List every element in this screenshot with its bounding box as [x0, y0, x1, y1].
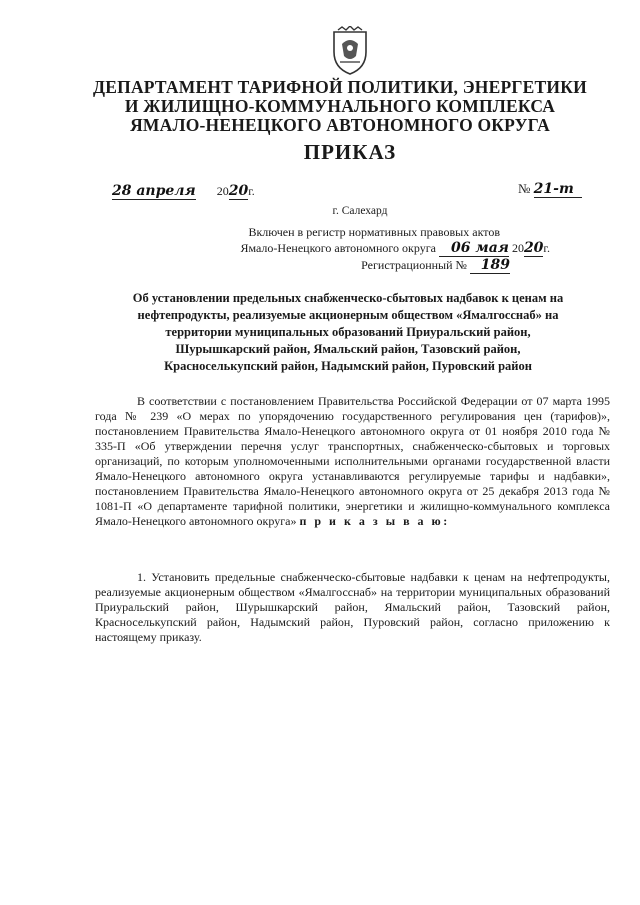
subject-line-2: нефтепродукты, реализуемые акционерным обществом «Ямалгосснаб» на [137, 308, 559, 322]
register-line-3-prefix: Регистрационный № [361, 258, 467, 272]
order-date-year-prefix: 20 [216, 184, 229, 198]
coat-of-arms-emblem-icon [328, 26, 372, 76]
order-number [518, 181, 582, 198]
order-keyword: п р и к а з ы в а ю: [299, 514, 450, 528]
city: г. Салехард [332, 205, 388, 217]
subject-line-4: Шурышкарский район, Ямальский район, Тазовский район, [175, 342, 521, 356]
order-date [112, 183, 255, 199]
order-date-tail: г. [248, 184, 255, 198]
register-line-1: Включен в регистр нормативных правовых актов [248, 225, 500, 239]
register-stamp [150, 224, 610, 274]
register-line-3 [150, 257, 550, 274]
subject-line-1: Об установлении предельных снабженческо-сбытовых надбавок к ценам на [132, 291, 564, 305]
department-line-3: ЯМАЛО-НЕНЕЦКОГО АВТОНОМНОГО ОКРУГА [130, 115, 550, 135]
department-line-1: ДЕПАРТАМЕНТ ТАРИФНОЙ ПОЛИТИКИ, ЭНЕРГЕТИКИ [93, 77, 587, 97]
register-line-2 [150, 240, 550, 257]
clause-1-paragraph: 1. Установить предельные снабженческо-сбытовые надбавки к ценам на нефтепродукты, реализуемые акционерным обществом «Ямалгосснаб» на территории муниципальных образований Приуральский район, Шурышкарский район, Ямальский район, Тазовский район, Красноселькупский район, Надымский район, Пуровский район, согласно приложению к настоящему приказу. [95, 570, 610, 644]
order-subject [88, 290, 608, 375]
document-title: ПРИКАЗ [303, 140, 397, 164]
register-year-prefix: 20 [511, 241, 524, 255]
register-year-tail: г. [543, 241, 550, 255]
register-line-2-prefix: Ямало-Ненецкого автономного округа [240, 241, 436, 255]
register-date: 06 мая [439, 240, 509, 257]
preamble-text: В соответствии с постановлением Правительства Российской Федерации от 07 марта 1995 года № 239 «О мерах по упорядочению государственного регулирования цен (тарифов)», постановлением Правительства Ямало-Ненецкого автономного округа от 01 ноября 2010 года № 335-П «Об утверждении перечня услуг транспортных, снабженческо-сбытовых и торговых организаций, по которым уполномоченными исполнительными органами государственной власти Ямало-Ненецкого автономного округа устанавливаются регулируемые тарифы и надбавки», постановлением Правительства Ямало-Ненецкого автономного округа от 25 декабря 2013 года № 1081-П «О департаменте тарифной политики, энергетики и жилищно-коммунального комплекса Ямало-Ненецкого автономного округа» [95, 394, 610, 528]
subject-line-3: территории муниципальных образований Приуральский район, [165, 325, 531, 339]
order-date-year-suffix: 20 [228, 183, 249, 199]
subject-line-5: Красноселькупский район, Надымский район, Пуровский район [164, 359, 532, 373]
register-number: 189 [470, 257, 510, 274]
order-number-value: 21-т [534, 181, 582, 198]
department-name [60, 78, 620, 135]
preamble-paragraph [95, 394, 610, 529]
order-date-day-month: 28 апреля [112, 183, 196, 199]
register-year: 20 [523, 240, 544, 256]
order-number-prefix: № [518, 181, 531, 196]
department-line-2: И ЖИЛИЩНО-КОММУНАЛЬНОГО КОМПЛЕКСА [124, 96, 556, 116]
